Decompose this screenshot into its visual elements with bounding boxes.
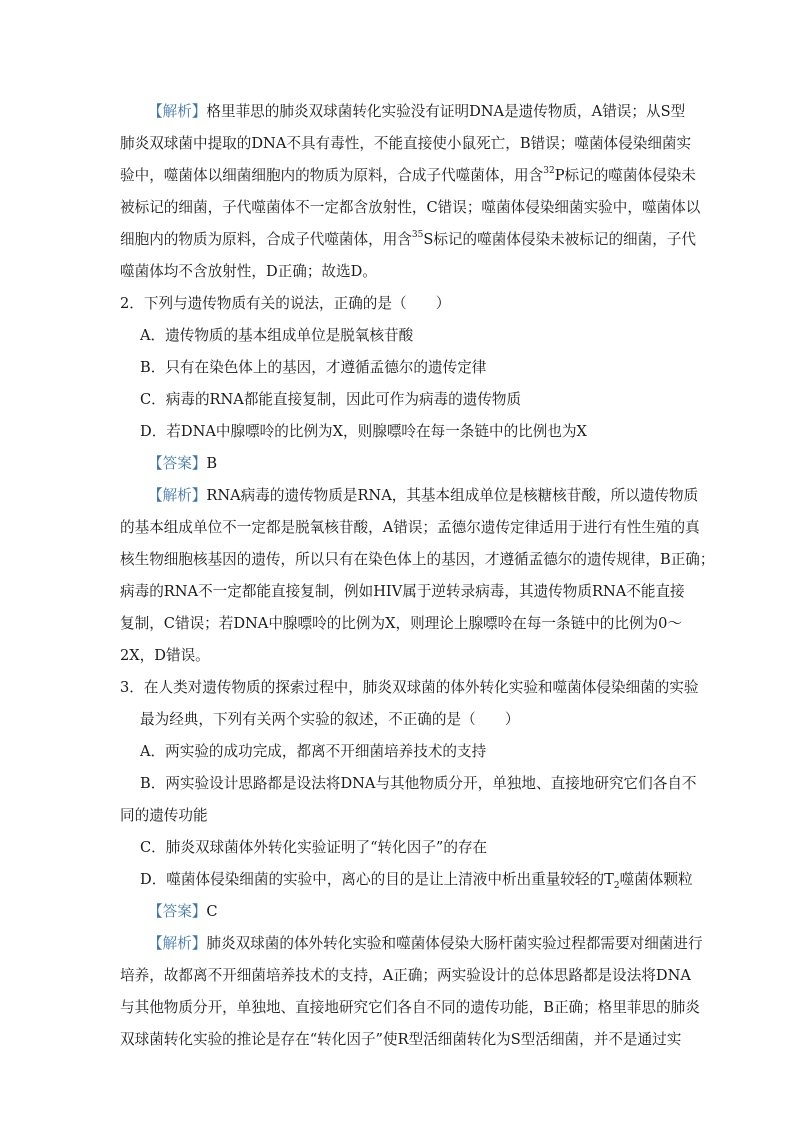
- q1-analysis-line-5: 细胞内的物质为原料，合成子代噬菌体，用含$^{35}$S标记的噬菌体侵染未被标记的细菌，子代: [120, 230, 697, 248]
- q2-option-c: C．病毒的RNA都能直接复制，因此可作为病毒的遗传物质: [140, 391, 522, 408]
- q3-option-d: D．噬菌体侵染细菌的实验中，离心的目的是让上清液中析出重量较轻的$T_2$噬菌体颗粒: [140, 871, 693, 891]
- q3-analysis-line-3: 与其他物质分开，单独地、直接地研究它们各自不同的遗传功能，B正确；格里菲思的肺炎: [120, 999, 700, 1016]
- q3-option-b-line-2: 同的遗传功能: [120, 807, 208, 824]
- q3-stem-line-1: 3．在人类对遗传物质的探索过程中，肺炎双球菌的体外转化实验和噬菌体侵染细菌的实验: [120, 679, 699, 696]
- q3-stem-line-2: 最为经典，下列有关两个实验的叙述，不正确的是（ ）: [140, 711, 520, 728]
- q3-option-a: A．两实验的成功完成，都离不开细菌培养技术的支持: [140, 743, 487, 760]
- q1-analysis-line-2: 肺炎双球菌中提取的DNA不具有毒性，不能直接使小鼠死亡，B错误；噬菌体侵染细菌实: [120, 135, 692, 152]
- q2-option-d: D．若DNA中腺嘌呤的比例为X，则腺嘌呤在每一条链中的比例也为X: [140, 423, 587, 440]
- q2-analysis-line-5: 复制，C错误；若DNA中腺嘌呤的比例为X，则理论上腺嘌呤在每一条链中的比例为0～: [120, 615, 683, 632]
- q1-analysis-line-6: 噬菌体均不含放射性，D正确；故选D。: [120, 263, 377, 280]
- q1-analysis-line-1: 【解析】格里菲思的肺炎双球菌转化实验没有证明DNA是遗传物质，A错误；从S型: [148, 103, 686, 120]
- q2-analysis-line-1: 【解析】RNA病毒的遗传物质是RNA，其基本组成单位是核糖核苷酸，所以遗传物质: [148, 487, 699, 504]
- q3-analysis-line-4: 双球菌转化实验的推论是存在“转化因子”使R型活细菌转化为S型活细菌，并不是通过实: [120, 1031, 682, 1048]
- q2-analysis-line-6: 2X，D错误。: [120, 647, 210, 664]
- q2-stem: 2．下列与遗传物质有关的说法，正确的是（ ）: [120, 295, 451, 312]
- q2-option-b: B．只有在染色体上的基因，才遵循孟德尔的遗传定律: [140, 359, 487, 376]
- analysis-label: 【解析】: [148, 935, 207, 952]
- answer-label: 【答案】: [148, 903, 207, 920]
- q2-answer: 【答案】B: [148, 455, 218, 472]
- q2-analysis-line-2: 的基本组成单位不一定都是脱氧核苷酸，A错误；孟德尔遗传定律适用于进行有性生殖的真: [120, 519, 700, 536]
- q2-option-a: A．遗传物质的基本组成单位是脱氧核苷酸: [140, 327, 414, 344]
- answer-label: 【答案】: [148, 455, 207, 472]
- q3-analysis-line-1: 【解析】肺炎双球菌的体外转化实验和噬菌体侵染大肠杆菌实验过程都需要对细菌进行: [148, 935, 703, 952]
- q2-analysis-line-3: 核生物细胞核基因的遗传，所以只有在染色体上的基因，才遵循孟德尔的遗传规律，B正确；: [120, 551, 715, 568]
- q3-option-c: C．肺炎双球菌体外转化实验证明了“转化因子”的存在: [140, 839, 488, 856]
- q3-analysis-line-2: 培养，故都离不开细菌培养技术的支持，A正确；两实验设计的总体思路都是设法将DNA: [120, 967, 691, 984]
- q3-option-b-line-1: B．两实验设计思路都是设法将DNA与其他物质分开，单独地、直接地研究它们各自不: [140, 775, 697, 792]
- analysis-label: 【解析】: [148, 103, 207, 120]
- q3-answer: 【答案】C: [148, 903, 218, 920]
- q1-analysis-line-4: 被标记的细菌，子代噬菌体不一定都含放射性，C错误；噬菌体侵染细菌实验中，噬菌体以: [120, 199, 701, 216]
- q2-analysis-line-4: 病毒的RNA不一定都能直接复制，例如HIV属于逆转录病毒，其遗传物质RNA不能直接: [120, 583, 685, 600]
- q1-analysis-line-3: 验中，噬菌体以细菌细胞内的物质为原料，合成子代噬菌体，用含$^{32}$P标记的噬菌体侵染未: [120, 166, 696, 184]
- analysis-label: 【解析】: [148, 487, 207, 504]
